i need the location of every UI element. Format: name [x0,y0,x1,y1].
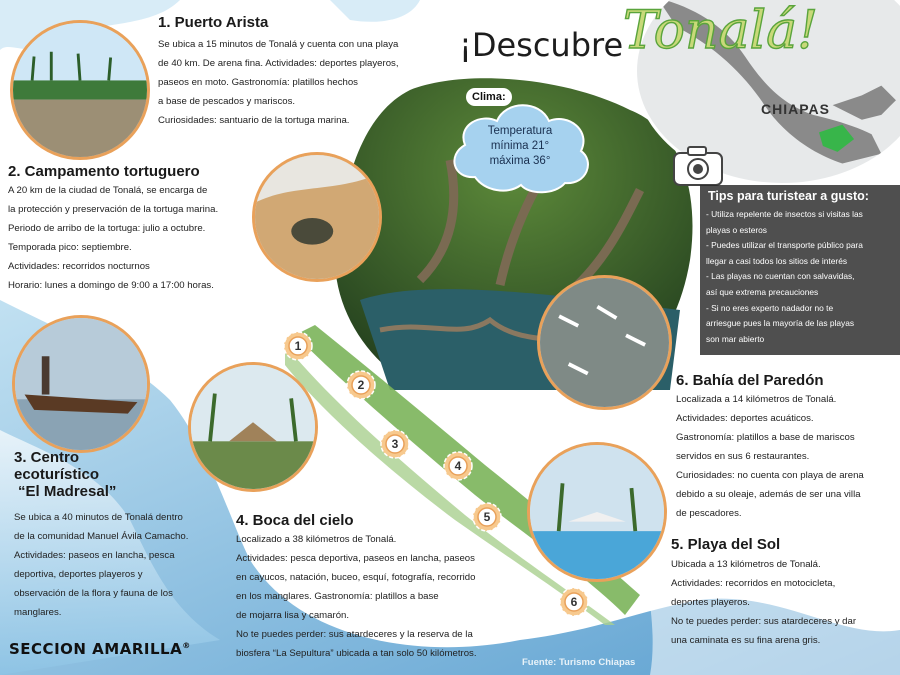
brand-script-title: Tonalá! [623,1,818,61]
text-line: biosfera “La Sepultura” ubicada a tan solo 50 kilómetros. [236,648,477,659]
text-line: servidos en sus 6 restaurantes. [676,451,810,462]
camera-icon [671,144,725,188]
tip-line: arriesgue pues la mayoría de las playas [706,318,855,329]
text-line: en cayucos, natación, buceo, esquí, fotografía, recorrido [236,572,476,583]
text-line: Temporada pico: septiembre. [8,242,132,253]
text-line: de pescadores. [676,508,742,519]
text-line: Se ubica a 15 minutos de Tonalá y cuenta con una playa [158,39,399,50]
tip-line: - Si no eres experto nadador no te [706,302,834,313]
tip-line: así que extrema precauciones [706,286,819,297]
marker-6 [559,587,589,617]
section-title-boca-cielo: 4. Boca del cielo [236,512,354,529]
title-line: “El Madresal” [18,483,117,500]
photo-madresal [12,315,150,453]
marker-4 [443,451,473,481]
text-line: A 20 km de la ciudad de Tonalá, se encarga de [8,185,208,196]
page-heading: ¡Descubre [459,26,624,64]
source-credit: Fuente: Turismo Chiapas [522,657,636,668]
tip-line: - Las playas no cuentan con salvavidas, [706,271,855,282]
section-text-puerto-arista [158,35,399,130]
section-title-campamento: 2. Campamento tortuguero [8,163,200,180]
tips-panel [700,185,900,355]
text-line: la protección y preservación de la tortuga marina. [8,204,219,215]
marker-number: 5 [483,510,491,524]
section-title-madresal [14,449,116,500]
photo-bahia [537,275,672,410]
weather-label: Clima: [466,88,512,106]
section-text-playa-sol [671,555,856,650]
text-line: de la comunidad Manuel Ávila Camacho. [14,531,189,542]
photo-playa-sol [527,442,667,582]
tip-line: playas o esteros [706,224,767,235]
tip-line: son mar abierto [706,333,765,344]
text-line: paseos en moto. Gastronomía: platillos hechos [158,77,358,88]
text-line: deportes playeros. [671,597,750,608]
marker-1 [283,331,313,361]
section-text-bahia [676,390,864,523]
title-line: 3. Centro [14,449,80,466]
marker-2 [346,370,376,400]
section-title-playa-sol: 5. Playa del Sol [671,536,781,553]
text-line: Actividades: pesca deportiva, paseos en lancha, paseos [236,553,475,564]
text-line: Horario: lunes a domingo de 9:00 a 17:00 horas. [8,280,214,291]
text-line: en los manglares. Gastronomía: platillos a base [236,591,439,602]
text-line: No te puedes perder: sus atardeceres y la reserva de la [236,629,473,640]
photo-turtle [252,152,382,282]
text-line: Actividades: recorridos nocturnos [8,261,150,272]
text-line: deportiva, deportes playeros y [14,569,143,580]
text-line: a base de pescados y mariscos. [158,96,296,107]
marker-5 [472,502,502,532]
text-line: manglares. [14,607,62,618]
text-line: Ubicada a 13 kilómetros de Tonalá. [671,559,821,570]
text-line: Curiosidades: no cuenta con playa de arena [676,470,864,481]
section-text-campamento [8,181,218,295]
section-title-puerto-arista: 1. Puerto Arista [158,14,269,31]
text-line: de 40 km. De arena fina. Actividades: deportes playeros, [158,58,399,69]
logo-mark: ® [182,641,191,650]
text-line: de mojarra lisa y camarón. [236,610,350,621]
marker-number: 1 [294,339,302,353]
text-line: observación de la flora y fauna de los [14,588,173,599]
text-line: No te puedes perder: sus atardeceres y dar [671,616,857,627]
text-line: Actividades: deportes acuáticos. [676,413,814,424]
photo-puerto-arista [10,20,150,160]
photo-boca-cielo [188,362,318,492]
title-line: ecoturístico [14,466,100,483]
seccion-amarilla-logo [9,640,191,658]
section-title-bahia: 6. Bahía del Paredón [676,372,824,389]
tips-list [706,207,863,347]
text-line: Gastronomía: platillos a base de mariscos [676,432,855,443]
text-line: una caminata es su fina arena gris. [671,635,821,646]
text-line: Actividades: recorridos en motocicleta, [671,578,836,589]
marker-3 [380,429,410,459]
weather-line: Temperatura [487,125,553,137]
marker-number: 6 [570,595,578,609]
weather-line: mínima 21° [490,140,550,152]
marker-number: 2 [357,378,365,392]
weather-temperature [470,124,570,169]
marker-number: 4 [454,459,462,473]
weather-line: máxima 36° [489,155,551,167]
tip-line: llegar a casi todos los sitios de interés [706,255,848,266]
text-line: Actividades: paseos en lancha, pesca [14,550,175,561]
tips-title: Tips para turistear a gusto: [708,189,869,203]
text-line: Localizada a 14 kilómetros de Tonalá. [676,394,837,405]
text-line: Periodo de arribo de la tortuga: julio a octubre. [8,223,206,234]
tip-line: - Utiliza repelente de insectos si visitas las [706,209,863,219]
text-line: Localizado a 38 kilómetros de Tonalá. [236,534,397,545]
map-state-label: CHIAPAS [761,101,830,117]
section-text-madresal [14,508,188,622]
logo-text: SECCION AMARILLA [9,640,183,658]
section-text-boca-cielo [236,530,477,663]
tip-line: - Puedes utilizar el transporte público para [706,240,863,251]
text-line: debido a su oleaje, además de ser una villa [676,489,861,500]
text-line: Curiosidades: santuario de la tortuga marina. [158,115,350,126]
marker-number: 3 [391,437,399,451]
text-line: Se ubica a 40 minutos de Tonalá dentro [14,512,183,523]
